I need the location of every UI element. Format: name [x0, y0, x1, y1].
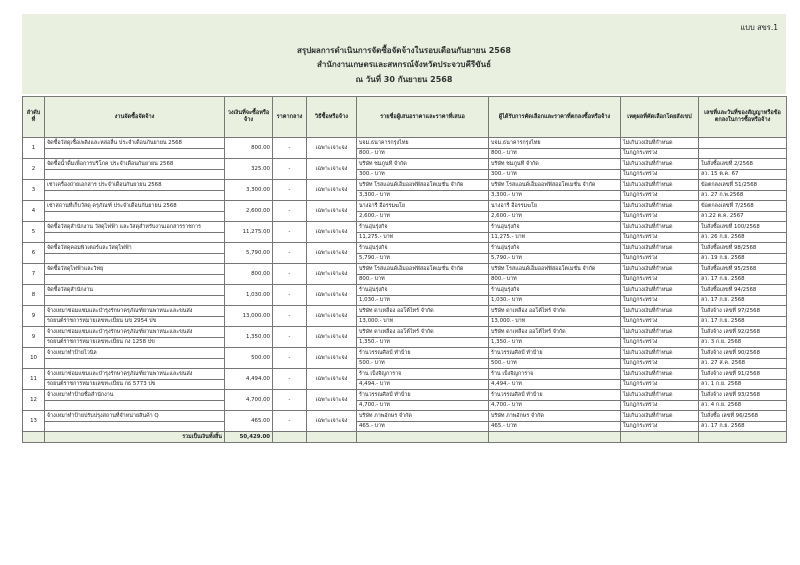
- procurement-method: เฉพาะเจาะจง: [307, 327, 357, 348]
- contract-number: ใบสั่งซื้อเลขที่ 94/2568: [699, 285, 787, 296]
- budget-amount: 4,494.00: [225, 369, 273, 390]
- row-number: 12: [23, 390, 45, 411]
- table-row: [23, 138, 787, 149]
- procurement-method: เฉพาะเจาะจง: [307, 369, 357, 390]
- bidder-name: บริษัท ชมภูนที จำกัด: [357, 159, 489, 170]
- selection-reason: ไม่เกินวงเงินที่กำหนด: [621, 264, 699, 275]
- bidder-name: ร้านวรรณศิลป์ ทำป้าย: [357, 348, 489, 359]
- contract-number: ใบสั่งซื้อ เลขที่ 96/2568: [699, 411, 787, 422]
- item-description: จ้างเหมาซ่อมแซมและบำรุงรักษาครุภัณฑ์ยานพาหนะและขนส่ง: [45, 327, 225, 338]
- reference-price: -: [273, 138, 307, 159]
- item-description-line2: [45, 190, 225, 201]
- budget-amount: 3,300.00: [225, 180, 273, 201]
- item-description: เช่าสถานที่เก็บวัสดุ ครุภัณฑ์ ประจำเดือนกันยายน 2568: [45, 201, 225, 212]
- winner-price: 4,700.- บาท: [489, 400, 621, 411]
- reference-price: -: [273, 411, 307, 432]
- item-description-line2: [45, 148, 225, 159]
- bidder-price: 1,350.- บาท: [357, 337, 489, 348]
- winner-name: บริษัท โรสแอนด์เอ็มออฟฟิสออโตเมชั่น จำกัด: [489, 180, 621, 191]
- item-description-line2: [45, 169, 225, 180]
- reference-price: -: [273, 264, 307, 285]
- table-row-continuation: [23, 232, 787, 243]
- winner-price: 465.- บาท: [489, 421, 621, 432]
- winner-price: 1,030.- บาท: [489, 295, 621, 306]
- procurement-method: เฉพาะเจาะจง: [307, 264, 357, 285]
- budget-amount: 800.00: [225, 264, 273, 285]
- table-row-continuation: [23, 169, 787, 180]
- bidder-name: ร้านอุ่นรุ่งกิจ: [357, 243, 489, 254]
- contract-number: [699, 138, 787, 149]
- contract-number: ข้อตกลงเลขที่ 7/2568: [699, 201, 787, 212]
- procurement-method: เฉพาะเจาะจง: [307, 159, 357, 180]
- col-header-item: งานจัดซื้อจัดจ้าง: [45, 97, 225, 138]
- bidder-name: นางอารี อีอรรมฆโย: [357, 201, 489, 212]
- selection-reason: ไม่เกินวงเงินที่กำหนด: [621, 201, 699, 212]
- row-number: 6: [23, 243, 45, 264]
- selection-reason-line2: ในกฎกระทรวง: [621, 169, 699, 180]
- report-date: ณ วันที่ 30 กันยายน 2568: [355, 75, 453, 84]
- reference-price: -: [273, 285, 307, 306]
- table-row-continuation: [23, 274, 787, 285]
- contract-date: ลว. 27 ส.ค. 2568: [699, 358, 787, 369]
- bidder-name: บริษัท โรสแอนด์เอ็มออฟฟิสออโตเมชั่น จำกัด: [357, 180, 489, 191]
- bidder-name: บริษัท ภาพอักษร จำกัด: [357, 411, 489, 422]
- contract-date: ลว. 27 ก.พ.2568: [699, 190, 787, 201]
- procurement-method: เฉพาะเจาะจง: [307, 411, 357, 432]
- contract-number: ข้อตกลงเลขที่ 51/2568: [699, 180, 787, 191]
- budget-amount: 465.00: [225, 411, 273, 432]
- item-description-line2: [45, 274, 225, 285]
- selection-reason: ไม่เกินวงเงินที่กำหนด: [621, 180, 699, 191]
- row-number: 7: [23, 264, 45, 285]
- table-row: [23, 390, 787, 401]
- item-description-line2: รถยนต์ราชการหมายเลขทะเบียน กธ 5773 ปข: [45, 379, 225, 390]
- winner-price: 13,000.- บาท: [489, 316, 621, 327]
- item-description-line2: รถยนต์ราชการหมายเลขทะเบียน กง 1258 ปข: [45, 337, 225, 348]
- total-empty-cell: [307, 432, 357, 443]
- bidder-name: บจม.ธนาคารกรุงไทย: [357, 138, 489, 149]
- selection-reason-line2: ในกฎกระทรวง: [621, 337, 699, 348]
- winner-price: 800.- บาท: [489, 148, 621, 159]
- item-description: จัดซื้อวัสดุเชื้อเพลิงและหล่อลื่น ประจำเดือนกันยายน 2568: [45, 138, 225, 149]
- row-number: 11: [23, 369, 45, 390]
- winner-name: ร้านอุ่นรุ่งกิจ: [489, 285, 621, 296]
- bidder-name: บริษัท โรสแอนด์เอ็มออฟฟิสออโตเมชั่น จำกัด: [357, 264, 489, 275]
- item-description: จัดซื้อน้ำดื่มเพื่อการบริโภค ประจำเดือนกันยายน 2568: [45, 159, 225, 170]
- winner-price: 5,790.- บาท: [489, 253, 621, 264]
- report-title: สรุปผลการดำเนินการจัดซื้อจัดจ้างในรอบเดือนกันยายน 2568: [296, 46, 511, 55]
- col-header-method: วิธีซื้อหรือจ้าง: [307, 97, 357, 138]
- item-description: จ้างเหมาทำป้ายไวนิล: [45, 348, 225, 359]
- winner-name: ร้านอุ่นรุ่งกิจ: [489, 243, 621, 254]
- contract-date: ลว. 3 ก.ย. 2568: [699, 337, 787, 348]
- row-number: 1: [23, 138, 45, 159]
- contract-date: ลว. 17 ก.ย. 2568: [699, 316, 787, 327]
- contract-number: ใบสั่งซื้อเลขที่ 2/2568: [699, 159, 787, 170]
- item-description: จ้างเหมาทำป้ายชื่อสำนักงาน: [45, 390, 225, 401]
- row-number: 2: [23, 159, 45, 180]
- col-header-reason: เหตุผลที่คัดเลือกโดยสังเขป: [621, 97, 699, 138]
- table-row-continuation: [23, 295, 787, 306]
- selection-reason-line2: ในกฎกระทรวง: [621, 232, 699, 243]
- item-description-line2: [45, 295, 225, 306]
- row-number: 3: [23, 180, 45, 201]
- table-row: [23, 285, 787, 296]
- contract-date: ลว. 4 ก.ย. 2568: [699, 400, 787, 411]
- total-empty-cell: [273, 432, 307, 443]
- selection-reason-line2: ในกฎกระทรวง: [621, 211, 699, 222]
- procurement-method: เฉพาะเจาะจง: [307, 138, 357, 159]
- contract-date: ลว. 17 ก.ย. 2568: [699, 421, 787, 432]
- item-description: จ้างเหมาซ่อมแซมและบำรุงรักษาครุภัณฑ์ยานพาหนะและขนส่ง: [45, 369, 225, 380]
- contract-number: ใบสั่งจ้าง เลขที่ 93/2568: [699, 390, 787, 401]
- contract-number: ใบสั่งจ้าง เลขที่ 91/2568: [699, 369, 787, 380]
- total-amount: 50,429.00: [225, 432, 273, 443]
- bidder-price: 5,790.- บาท: [357, 253, 489, 264]
- selection-reason: ไม่เกินวงเงินที่กำหนด: [621, 306, 699, 317]
- budget-amount: 4,700.00: [225, 390, 273, 411]
- reference-price: -: [273, 243, 307, 264]
- winner-name: บจม.ธนาคารกรุงไทย: [489, 138, 621, 149]
- bidder-price: 465.- บาท: [357, 421, 489, 432]
- bidder-price: 4,494.- บาท: [357, 379, 489, 390]
- budget-amount: 1,350.00: [225, 327, 273, 348]
- table-row: [23, 243, 787, 254]
- contract-date: ลว. 15 ต.ค. 67: [699, 169, 787, 180]
- winner-price: 1,350.- บาท: [489, 337, 621, 348]
- item-description: จ้างเหมาซ่อมแซมและบำรุงรักษาครุภัณฑ์ยานพาหนะและขนส่ง: [45, 306, 225, 317]
- procurement-table: [22, 96, 787, 443]
- table-row: [23, 222, 787, 233]
- table-row: [23, 411, 787, 422]
- bidder-name: บริษัท ดาเหลือง ออโต้ไทร์ จำกัด: [357, 306, 489, 317]
- item-description-line2: [45, 211, 225, 222]
- item-description-line2: [45, 400, 225, 411]
- selection-reason-line2: ในกฎกระทรวง: [621, 379, 699, 390]
- table-row-continuation: [23, 148, 787, 159]
- selection-reason-line2: ในกฎกระทรวง: [621, 148, 699, 159]
- table-row: [23, 264, 787, 275]
- row-number: 5: [23, 222, 45, 243]
- winner-price: 2,600.- บาท: [489, 211, 621, 222]
- selection-reason: ไม่เกินวงเงินที่กำหนด: [621, 390, 699, 401]
- col-header-no: ลำดับที่: [23, 97, 45, 138]
- item-description: เช่าเครื่องถ่ายเอกสาร ประจำเดือนกันยายน 2568: [45, 180, 225, 191]
- reference-price: -: [273, 201, 307, 222]
- selection-reason-line2: ในกฎกระทรวง: [621, 295, 699, 306]
- selection-reason: ไม่เกินวงเงินที่กำหนด: [621, 411, 699, 422]
- winner-name: บริษัท โรสแอนด์เอ็มออฟฟิสออโตเมชั่น จำกัด: [489, 264, 621, 275]
- budget-amount: 13,000.00: [225, 306, 273, 327]
- item-description: จัดซื้อวัสดุไฟฟ้าและวิทยุ: [45, 264, 225, 275]
- winner-name: นางอารี อีอรรมฆโย: [489, 201, 621, 212]
- table-row-continuation: [23, 190, 787, 201]
- contract-date: ลว. 26 ก.ย. 2568: [699, 232, 787, 243]
- procurement-method: เฉพาะเจาะจง: [307, 222, 357, 243]
- row-number: 9: [23, 306, 45, 327]
- contract-date: ลว. 17 ก.ย. 2568: [699, 295, 787, 306]
- table-row-continuation: [23, 253, 787, 264]
- row-number: 8: [23, 285, 45, 306]
- procurement-method: เฉพาะเจาะจง: [307, 243, 357, 264]
- contract-date: [699, 148, 787, 159]
- row-number: 13: [23, 411, 45, 432]
- contract-number: ใบสั่งซื้อเลขที่ 100/2568: [699, 222, 787, 233]
- budget-amount: 11,275.00: [225, 222, 273, 243]
- bidder-price: 3,300.- บาท: [357, 190, 489, 201]
- table-row-continuation: [23, 316, 787, 327]
- procurement-method: เฉพาะเจาะจง: [307, 306, 357, 327]
- item-description-line2: [45, 358, 225, 369]
- item-description: จัดซื้อวัสดุสำนักงาน วัสดุไฟฟ้า และวัสดุสำหรับงานเอกสารราชการ: [45, 222, 225, 233]
- row-number: 9: [23, 327, 45, 348]
- table-row-continuation: [23, 421, 787, 432]
- total-empty-cell: [489, 432, 621, 443]
- row-number: 4: [23, 201, 45, 222]
- selection-reason-line2: ในกฎกระทรวง: [621, 400, 699, 411]
- contract-number: ใบสั่งจ้าง เลขที่ 97/2568: [699, 306, 787, 317]
- item-description-line2: [45, 232, 225, 243]
- selection-reason-line2: ในกฎกระทรวง: [621, 274, 699, 285]
- row-number: 10: [23, 348, 45, 369]
- procurement-method: เฉพาะเจาะจง: [307, 390, 357, 411]
- col-header-contract: เลขที่และวันที่ของสัญญาหรือข้อตกลงในการซื้อหรือจ้าง: [699, 97, 787, 138]
- table-row-continuation: [23, 400, 787, 411]
- table-header-row: [23, 97, 787, 138]
- winner-name: ร้านอุ่นรุ่งกิจ: [489, 222, 621, 233]
- bidder-price: 11,275.- บาท: [357, 232, 489, 243]
- reference-price: -: [273, 369, 307, 390]
- contract-date: ลว. 19 ก.ย. 2568: [699, 253, 787, 264]
- table-row: [23, 159, 787, 170]
- total-empty-cell: [357, 432, 489, 443]
- selection-reason: ไม่เกินวงเงินที่กำหนด: [621, 285, 699, 296]
- reference-price: -: [273, 180, 307, 201]
- winner-name: ร้าน เบ็งจิญการาจ: [489, 369, 621, 380]
- budget-amount: 1,030.00: [225, 285, 273, 306]
- contract-date: ลว.22 ต.ค. 2567: [699, 211, 787, 222]
- table-row: [23, 369, 787, 380]
- reference-price: -: [273, 159, 307, 180]
- winner-name: ร้านวรรณศิลป์ ทำป้าย: [489, 390, 621, 401]
- contract-number: ใบสั่งจ้าง เลขที่ 90/2568: [699, 348, 787, 359]
- report-header: [22, 14, 786, 94]
- item-description: จัดซื้อวัสดุสำนักงาน: [45, 285, 225, 296]
- procurement-method: เฉพาะเจาะจง: [307, 180, 357, 201]
- col-header-bidders: รายชื่อผู้เสนอราคาและราคาที่เสนอ: [357, 97, 489, 138]
- selection-reason: ไม่เกินวงเงินที่กำหนด: [621, 369, 699, 380]
- col-header-reference-price: ราคากลาง: [273, 97, 307, 138]
- table-row: [23, 306, 787, 317]
- budget-amount: 325.00: [225, 159, 273, 180]
- table-row: [23, 348, 787, 359]
- bidder-price: 4,700.- บาท: [357, 400, 489, 411]
- selection-reason-line2: ในกฎกระทรวง: [621, 421, 699, 432]
- winner-price: 500.- บาท: [489, 358, 621, 369]
- reference-price: -: [273, 222, 307, 243]
- contract-number: ใบสั่งจ้าง เลขที่ 92/2568: [699, 327, 787, 338]
- selection-reason: ไม่เกินวงเงินที่กำหนด: [621, 327, 699, 338]
- table-row: [23, 180, 787, 191]
- item-description-line2: รถยนต์ราชการหมายเลขทะเบียน นข 2954 ปข: [45, 316, 225, 327]
- table-row-continuation: [23, 358, 787, 369]
- budget-amount: 500.00: [225, 348, 273, 369]
- table-row: [23, 327, 787, 338]
- bidder-price: 2,600.- บาท: [357, 211, 489, 222]
- item-description-line2: [45, 253, 225, 264]
- budget-amount: 2,600.00: [225, 201, 273, 222]
- winner-price: 3,300.- บาท: [489, 190, 621, 201]
- reference-price: -: [273, 327, 307, 348]
- table-body: [23, 138, 787, 432]
- table-row: [23, 201, 787, 212]
- winner-name: บริษัท ชมภูนที จำกัด: [489, 159, 621, 170]
- winner-name: ร้านวรรณศิลป์ ทำป้าย: [489, 348, 621, 359]
- selection-reason-line2: ในกฎกระทรวง: [621, 358, 699, 369]
- bidder-name: ร้านอุ่นรุ่งกิจ: [357, 285, 489, 296]
- table-row-continuation: [23, 337, 787, 348]
- col-header-budget: วงเงินที่จะซื้อหรือจ้าง: [225, 97, 273, 138]
- item-description: จ้างเหมาทำป้ายปรับปรุงสถานที่จำหน่ายสินค้า Q: [45, 411, 225, 422]
- total-empty-cell: [699, 432, 787, 443]
- col-header-winner: ผู้ได้รับการคัดเลือกและราคาที่ตกลงซื้อหรือจ้าง: [489, 97, 621, 138]
- reference-price: -: [273, 348, 307, 369]
- winner-name: บริษัท ดาเหลือง ออโต้ไทร์ จำกัด: [489, 306, 621, 317]
- selection-reason: ไม่เกินวงเงินที่กำหนด: [621, 159, 699, 170]
- budget-amount: 5,790.00: [225, 243, 273, 264]
- selection-reason-line2: ในกฎกระทรวง: [621, 253, 699, 264]
- winner-name: บริษัท ดาเหลือง ออโต้ไทร์ จำกัด: [489, 327, 621, 338]
- winner-price: 300.- บาท: [489, 169, 621, 180]
- procurement-method: เฉพาะเจาะจง: [307, 201, 357, 222]
- reference-price: -: [273, 390, 307, 411]
- bidder-price: 1,030.- บาท: [357, 295, 489, 306]
- procurement-method: เฉพาะเจาะจง: [307, 285, 357, 306]
- total-spacer: [23, 432, 45, 443]
- agency-name: สำนักงานเกษตรและสหกรณ์จังหวัดประจวบคีรีขันธ์: [317, 60, 491, 69]
- total-empty-cell: [621, 432, 699, 443]
- bidder-name: ร้านอุ่นรุ่งกิจ: [357, 222, 489, 233]
- item-description: จัดซื้อวัสดุคอมพิวเตอร์และวัสดุไฟฟ้า: [45, 243, 225, 254]
- bidder-name: บริษัท ดาเหลือง ออโต้ไทร์ จำกัด: [357, 327, 489, 338]
- winner-name: บริษัท ภาพอักษร จำกัด: [489, 411, 621, 422]
- bidder-price: 800.- บาท: [357, 274, 489, 285]
- selection-reason: ไม่เกินวงเงินที่กำหนด: [621, 348, 699, 359]
- contract-number: ใบสั่งซื้อเลขที่ 98/2568: [699, 243, 787, 254]
- bidder-name: ร้าน เบ็งจิญการาจ: [357, 369, 489, 380]
- procurement-method: เฉพาะเจาะจง: [307, 348, 357, 369]
- selection-reason-line2: ในกฎกระทรวง: [621, 190, 699, 201]
- budget-amount: 800.00: [225, 138, 273, 159]
- selection-reason: ไม่เกินวงเงินที่กำหนด: [621, 138, 699, 149]
- form-code: แบบ สขร.1: [740, 23, 778, 32]
- contract-date: ลว. 17 ก.ย. 2568: [699, 274, 787, 285]
- winner-price: 4,494.- บาท: [489, 379, 621, 390]
- bidder-price: 13,000.- บาท: [357, 316, 489, 327]
- bidder-price: 800.- บาท: [357, 148, 489, 159]
- bidder-name: ร้านวรรณศิลป์ ทำป้าย: [357, 390, 489, 401]
- bidder-price: 500.- บาท: [357, 358, 489, 369]
- selection-reason: ไม่เกินวงเงินที่กำหนด: [621, 243, 699, 254]
- selection-reason-line2: ในกฎกระทรวง: [621, 316, 699, 327]
- table-row-continuation: [23, 379, 787, 390]
- bidder-price: 300.- บาท: [357, 169, 489, 180]
- winner-price: 11,275.- บาท: [489, 232, 621, 243]
- table-row-continuation: [23, 211, 787, 222]
- reference-price: -: [273, 306, 307, 327]
- total-label: รวมเป็นเงินทั้งสิ้น: [45, 432, 225, 443]
- winner-price: 800.- บาท: [489, 274, 621, 285]
- contract-number: ใบสั่งซื้อเลขที่ 95/2568: [699, 264, 787, 275]
- contract-date: ลว. 1 ก.ย. 2568: [699, 379, 787, 390]
- selection-reason: ไม่เกินวงเงินที่กำหนด: [621, 222, 699, 233]
- item-description-line2: [45, 421, 225, 432]
- total-row: [23, 432, 787, 443]
